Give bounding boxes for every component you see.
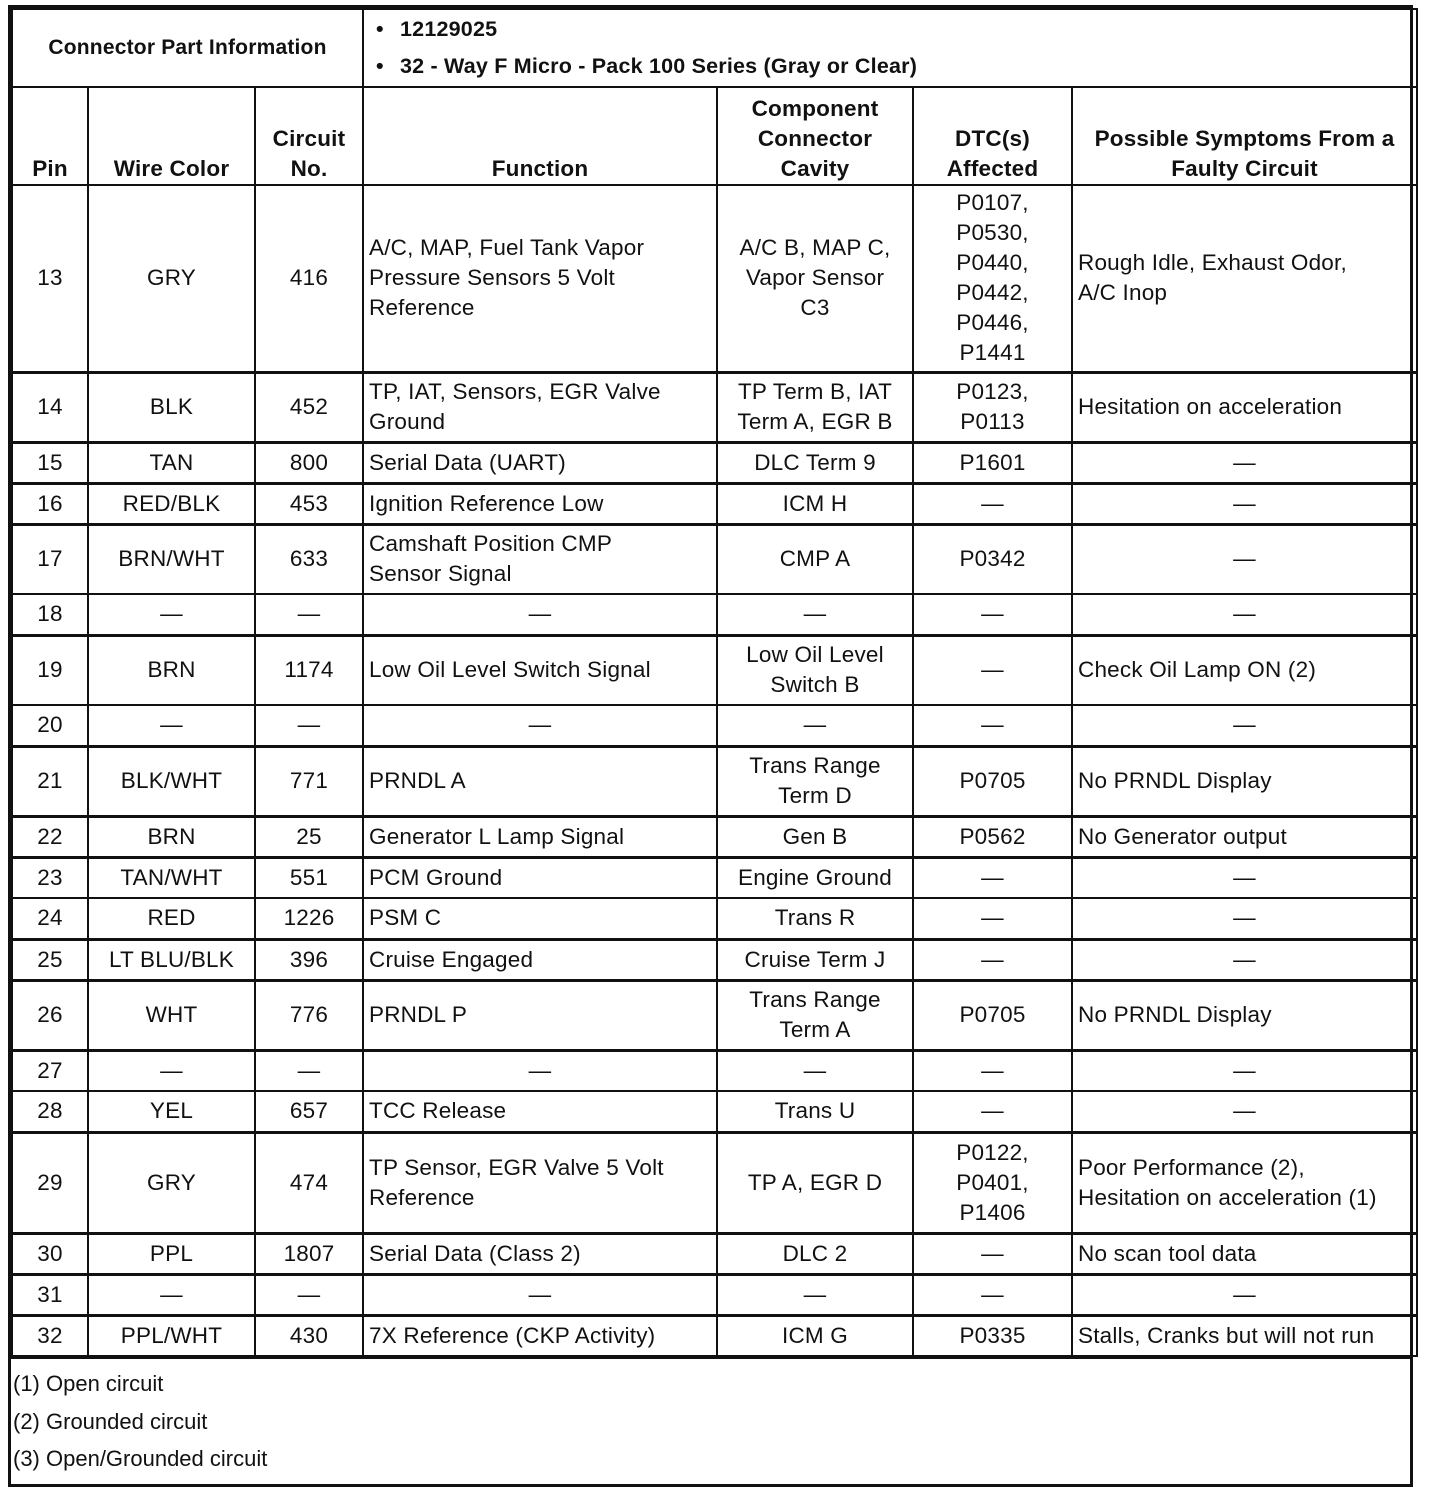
circuit-number-cell: — [255, 705, 363, 746]
cavity-cell: TP A, EGR D [717, 1132, 913, 1233]
connector-info-label: Connector Part Information [12, 9, 363, 87]
column-header-circuit-no: Circuit No. [255, 87, 363, 185]
wire-color-cell: RED/BLK [88, 483, 255, 524]
connector-part-number: • 12129025 [400, 11, 1416, 48]
table-row [12, 524, 1417, 594]
footnote: (1) Open circuit [13, 1371, 164, 1396]
function-cell: — [363, 1274, 717, 1315]
pin-cell: 16 [12, 483, 88, 524]
cavity-cell: — [717, 594, 913, 635]
symptoms-cell: — [1072, 898, 1417, 939]
table-row [12, 1233, 1417, 1274]
table-row [12, 1091, 1417, 1132]
dtc-cell: P0107, P0530, P0440, P0442, P0446, P1441 [913, 185, 1072, 372]
pin-cell: 25 [12, 939, 88, 980]
dtc-cell: P0562 [913, 816, 1072, 857]
function-cell: Low Oil Level Switch Signal [363, 635, 717, 705]
circuit-number-cell: 453 [255, 483, 363, 524]
function-cell: Camshaft Position CMP Sensor Signal [363, 524, 717, 594]
cavity-cell: Cruise Term J [717, 939, 913, 980]
pin-cell: 28 [12, 1091, 88, 1132]
symptoms-cell: — [1072, 705, 1417, 746]
table-row [12, 442, 1417, 483]
circuit-number-cell: 416 [255, 185, 363, 372]
table-row [12, 1132, 1417, 1233]
pin-cell: 22 [12, 816, 88, 857]
pin-cell: 32 [12, 1315, 88, 1356]
connector-info-values [363, 9, 1417, 87]
table-row [12, 594, 1417, 635]
symptoms-cell: No scan tool data [1072, 1233, 1417, 1274]
table-row [12, 185, 1417, 372]
footnote: (2) Grounded circuit [13, 1408, 208, 1434]
function-cell: — [363, 1050, 717, 1091]
column-header-function: Function [363, 87, 717, 185]
circuit-number-cell: — [255, 594, 363, 635]
cavity-cell: — [717, 1050, 913, 1091]
circuit-number-cell: 25 [255, 816, 363, 857]
wire-color-cell: TAN [88, 442, 255, 483]
symptoms-cell: — [1072, 939, 1417, 980]
wire-color-cell: TAN/WHT [88, 857, 255, 898]
cavity-cell: TP Term B, IAT Term A, EGR B [717, 372, 913, 442]
cavity-cell: Gen B [717, 816, 913, 857]
pin-cell: 29 [12, 1132, 88, 1233]
column-header-pin: Pin [12, 87, 88, 185]
pin-cell: 21 [12, 746, 88, 816]
cavity-cell: Trans R [717, 898, 913, 939]
circuit-number-cell: 771 [255, 746, 363, 816]
function-cell: 7X Reference (CKP Activity) [363, 1315, 717, 1356]
connector-description: • 32 - Way F Micro - Pack 100 Series (Gray or Clear) [400, 48, 1416, 85]
dtc-cell: P0342 [913, 524, 1072, 594]
function-cell: PRNDL P [363, 980, 717, 1050]
cavity-cell: Trans Range Term D [717, 746, 913, 816]
wire-color-cell: PPL/WHT [88, 1315, 255, 1356]
symptoms-cell: — [1072, 594, 1417, 635]
pin-cell: 15 [12, 442, 88, 483]
function-cell: PRNDL A [363, 746, 717, 816]
footnote: (3) Open/Grounded circuit [13, 1446, 268, 1471]
connector-table [11, 8, 1418, 1357]
pin-cell: 26 [12, 980, 88, 1050]
circuit-number-cell: 1226 [255, 898, 363, 939]
dtc-cell: P0705 [913, 746, 1072, 816]
pin-cell: 30 [12, 1233, 88, 1274]
function-cell: — [363, 594, 717, 635]
pin-cell: 20 [12, 705, 88, 746]
function-cell: A/C, MAP, Fuel Tank Vapor Pressure Sensors 5 Volt Reference [363, 185, 717, 372]
table-row [12, 980, 1417, 1050]
function-cell: PCM Ground [363, 857, 717, 898]
symptoms-cell: No PRNDL Display [1072, 746, 1417, 816]
table-row [12, 1274, 1417, 1315]
footnotes [11, 1357, 1410, 1484]
function-cell: — [363, 705, 717, 746]
pin-cell: 14 [12, 372, 88, 442]
column-header-cavity: Component Connector Cavity [717, 87, 913, 185]
table-row [12, 705, 1417, 746]
dtc-cell: — [913, 594, 1072, 635]
symptoms-cell: Hesitation on acceleration [1072, 372, 1417, 442]
wire-color-cell: RED [88, 898, 255, 939]
symptoms-cell: — [1072, 442, 1417, 483]
dtc-cell: — [913, 1274, 1072, 1315]
function-cell: TP, IAT, Sensors, EGR Valve Ground [363, 372, 717, 442]
dtc-cell: P0705 [913, 980, 1072, 1050]
pin-cell: 18 [12, 594, 88, 635]
function-cell: Ignition Reference Low [363, 483, 717, 524]
wire-color-cell: LT BLU/BLK [88, 939, 255, 980]
dtc-cell: P1601 [913, 442, 1072, 483]
column-header-wire-color: Wire Color [88, 87, 255, 185]
function-cell: Serial Data (Class 2) [363, 1233, 717, 1274]
wire-color-cell: — [88, 1050, 255, 1091]
circuit-number-cell: 1807 [255, 1233, 363, 1274]
symptoms-cell: No Generator output [1072, 816, 1417, 857]
dtc-cell: — [913, 1091, 1072, 1132]
symptoms-cell: — [1072, 1050, 1417, 1091]
function-cell: Generator L Lamp Signal [363, 816, 717, 857]
circuit-number-cell: 1174 [255, 635, 363, 705]
circuit-number-cell: 776 [255, 980, 363, 1050]
dtc-cell: — [913, 635, 1072, 705]
wire-color-cell: — [88, 594, 255, 635]
column-header-symptoms: Possible Symptoms From a Faulty Circuit [1072, 87, 1417, 185]
circuit-number-cell: 657 [255, 1091, 363, 1132]
symptoms-cell: — [1072, 1274, 1417, 1315]
cavity-cell: Trans Range Term A [717, 980, 913, 1050]
wire-color-cell: GRY [88, 185, 255, 372]
circuit-number-cell: 633 [255, 524, 363, 594]
dtc-cell: — [913, 483, 1072, 524]
symptoms-cell: Stalls, Cranks but will not run [1072, 1315, 1417, 1356]
cavity-cell: Low Oil Level Switch B [717, 635, 913, 705]
pin-cell: 27 [12, 1050, 88, 1091]
function-cell: TCC Release [363, 1091, 717, 1132]
wire-color-cell: BRN [88, 816, 255, 857]
table-row [12, 1050, 1417, 1091]
circuit-number-cell: 551 [255, 857, 363, 898]
connector-info-row [12, 9, 1417, 87]
column-header-dtc: DTC(s) Affected [913, 87, 1072, 185]
cavity-cell: Trans U [717, 1091, 913, 1132]
cavity-cell: DLC 2 [717, 1233, 913, 1274]
cavity-cell: ICM G [717, 1315, 913, 1356]
wire-color-cell: WHT [88, 980, 255, 1050]
circuit-number-cell: 800 [255, 442, 363, 483]
symptoms-cell: — [1072, 857, 1417, 898]
dtc-cell: — [913, 898, 1072, 939]
dtc-cell: P0123, P0113 [913, 372, 1072, 442]
cavity-cell: DLC Term 9 [717, 442, 913, 483]
symptoms-cell: — [1072, 1091, 1417, 1132]
wire-color-cell: BRN [88, 635, 255, 705]
wire-color-cell: YEL [88, 1091, 255, 1132]
dtc-cell: — [913, 1233, 1072, 1274]
cavity-cell: CMP A [717, 524, 913, 594]
table-row [12, 898, 1417, 939]
cavity-cell: — [717, 1274, 913, 1315]
cavity-cell: A/C B, MAP C, Vapor Sensor C3 [717, 185, 913, 372]
symptoms-cell: — [1072, 483, 1417, 524]
table-row [12, 483, 1417, 524]
pin-cell: 24 [12, 898, 88, 939]
pin-cell: 19 [12, 635, 88, 705]
table-row [12, 746, 1417, 816]
symptoms-cell: Check Oil Lamp ON (2) [1072, 635, 1417, 705]
table-row [12, 816, 1417, 857]
function-cell: Cruise Engaged [363, 939, 717, 980]
dtc-cell: — [913, 705, 1072, 746]
symptoms-cell: — [1072, 524, 1417, 594]
circuit-number-cell: 396 [255, 939, 363, 980]
wire-color-cell: GRY [88, 1132, 255, 1233]
pin-cell: 13 [12, 185, 88, 372]
wire-color-cell: BRN/WHT [88, 524, 255, 594]
table-row [12, 1315, 1417, 1356]
cavity-cell: Engine Ground [717, 857, 913, 898]
pin-cell: 31 [12, 1274, 88, 1315]
function-cell: PSM C [363, 898, 717, 939]
pin-cell: 17 [12, 524, 88, 594]
wire-color-cell: — [88, 705, 255, 746]
column-header-row [12, 87, 1417, 185]
pin-rows [12, 185, 1417, 1356]
dtc-cell: P0122, P0401, P1406 [913, 1132, 1072, 1233]
wire-color-cell: PPL [88, 1233, 255, 1274]
wire-color-cell: BLK/WHT [88, 746, 255, 816]
table-row [12, 939, 1417, 980]
circuit-number-cell: — [255, 1050, 363, 1091]
circuit-number-cell: — [255, 1274, 363, 1315]
function-cell: TP Sensor, EGR Valve 5 Volt Reference [363, 1132, 717, 1233]
symptoms-cell: No PRNDL Display [1072, 980, 1417, 1050]
cavity-cell: — [717, 705, 913, 746]
symptoms-cell: Poor Performance (2), Hesitation on acceleration (1) [1072, 1132, 1417, 1233]
cavity-cell: ICM H [717, 483, 913, 524]
circuit-number-cell: 474 [255, 1132, 363, 1233]
circuit-number-cell: 452 [255, 372, 363, 442]
symptoms-cell: Rough Idle, Exhaust Odor, A/C Inop [1072, 185, 1417, 372]
dtc-cell: — [913, 857, 1072, 898]
circuit-number-cell: 430 [255, 1315, 363, 1356]
table-row [12, 372, 1417, 442]
connector-pinout-document [8, 5, 1413, 1487]
wire-color-cell: — [88, 1274, 255, 1315]
wire-color-cell: BLK [88, 372, 255, 442]
table-row [12, 857, 1417, 898]
dtc-cell: — [913, 939, 1072, 980]
dtc-cell: — [913, 1050, 1072, 1091]
pin-cell: 23 [12, 857, 88, 898]
function-cell: Serial Data (UART) [363, 442, 717, 483]
dtc-cell: P0335 [913, 1315, 1072, 1356]
table-row [12, 635, 1417, 705]
